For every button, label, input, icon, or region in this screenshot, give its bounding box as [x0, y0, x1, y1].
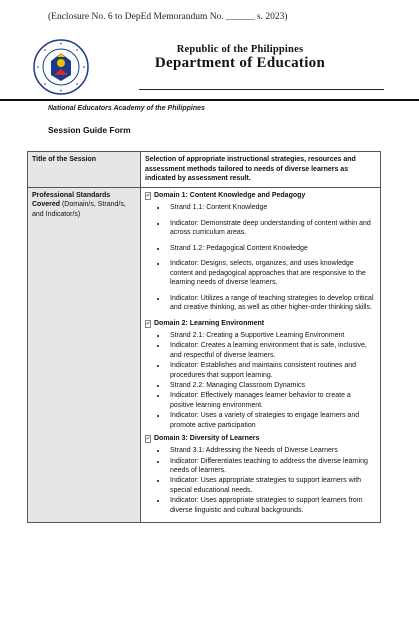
- list-item: • Indicator: Differentiates teaching to address the diverse learning needs of learners.: [167, 457, 376, 476]
- standards-label-bold: Professional Standards Covered: [32, 191, 111, 209]
- list-item: • Indicator: Creates a learning environment that is safe, inclusive, and respectful of diverse learners.: [167, 341, 376, 360]
- list-item: • Strand 1.2: Pedagogical Content Knowledge: [167, 244, 376, 254]
- list-item: • Strand 3.1: Addressing the Needs of Diverse Learners: [167, 446, 376, 456]
- header-divider: [139, 89, 384, 90]
- list-item: • Indicator: Uses appropriate strategies to support learners with special educational needs.: [167, 476, 376, 495]
- domain-title: Domain 1: Content Knowledge and Pedagogy: [154, 191, 306, 199]
- standards-value: [141, 187, 381, 522]
- domain-list: [145, 203, 376, 313]
- republic-heading: Republic of the Philippines: [176, 44, 304, 55]
- list-item: • Indicator: Uses appropriate strategies to support learners from diverse linguistic and cultural backgrounds.: [167, 496, 376, 515]
- domain-heading: [145, 319, 376, 329]
- deped-seal-logo: [33, 39, 89, 95]
- enclosure-note: (Enclosure No. 6 to DepEd Memorandum No. ______ s. 2023): [48, 12, 288, 22]
- list-item: • Strand 2.2: Managing Classroom Dynamics: [167, 381, 376, 391]
- session-title-value: Selection of appropriate instructional strategies, resources and assessment methods tailored to needs of diverse learners as indicated by assessment result.: [141, 152, 381, 188]
- domain-list: [145, 331, 376, 430]
- list-item: • Indicator: Demonstrate deep understanding of content within and across curriculum areas.: [167, 219, 376, 238]
- table-row: [28, 152, 381, 188]
- list-item: • Indicator: Establishes and maintains consistent routines and procedures that support learning.: [167, 361, 376, 380]
- list-item: • Indicator: Uses a variety of strategies to engage learners and promote active participation: [167, 411, 376, 430]
- table-row: [28, 187, 381, 522]
- list-item: • Strand 2.1: Creating a Supportive Learning Environment: [167, 331, 376, 341]
- checklist-icon: [145, 435, 151, 443]
- list-item: • Strand 1.1: Content Knowledge: [167, 203, 376, 213]
- standards-label: [28, 187, 141, 522]
- page-divider: [0, 99, 419, 101]
- domain-title: Domain 2: Learning Environment: [154, 319, 265, 327]
- domain-heading: [145, 191, 376, 201]
- list-item: • Indicator: Designs, selects, organizes, and uses knowledge content and pedagogical approaches that are responsive to the learning needs of diverse learners.: [167, 259, 376, 288]
- standards-label-rest: (Domain/s, Strand/s, and Indicator/s): [32, 201, 126, 218]
- session-title-label: Title of the Session: [28, 152, 141, 188]
- checklist-icon: [145, 192, 151, 200]
- domain-list: [145, 446, 376, 515]
- academy-name: National Educators Academy of the Philippines: [48, 105, 205, 112]
- department-heading: Department of Education: [154, 55, 326, 71]
- session-guide-table: [27, 151, 381, 523]
- domain-heading: [145, 434, 376, 444]
- checklist-icon: [145, 320, 151, 328]
- form-title: Session Guide Form: [48, 125, 131, 135]
- list-item: • Indicator: Utilizes a range of teaching strategies to develop critical and creative thinking, as well as other higher-order thinking skills.: [167, 294, 376, 313]
- list-item: • Indicator: Effectively manages learner behavior to create a positive learning environment.: [167, 391, 376, 410]
- domain-title: Domain 3: Diversity of Learners: [154, 434, 260, 442]
